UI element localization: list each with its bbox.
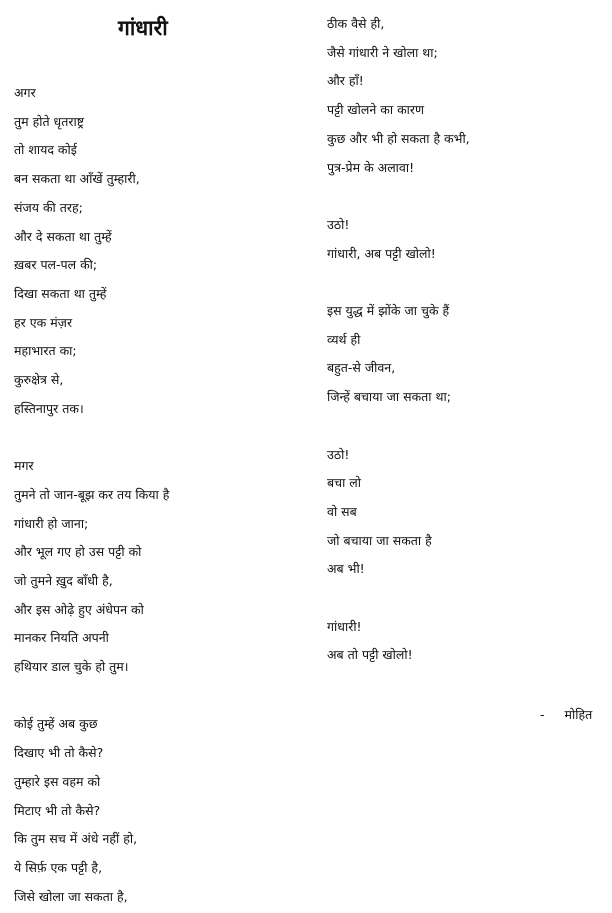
poem-line: गांधारी हो जाना; bbox=[14, 515, 89, 531]
poem-line: अब भी! bbox=[327, 561, 365, 577]
poem-line: इस युद्ध में झोंके जा चुके हैं bbox=[327, 303, 450, 318]
poem-line: बहुत-से जीवन, bbox=[327, 360, 396, 376]
poem-line: महाभारत का; bbox=[14, 343, 77, 359]
poem-line: वो सब bbox=[327, 503, 357, 519]
poem-line: बन सकता था आँखें तुम्हारी, bbox=[14, 171, 140, 187]
poem-line: हर एक मंज़र bbox=[14, 314, 73, 330]
poem-line: और भूल गए हो उस पट्टी को bbox=[14, 544, 142, 560]
poem-line: हथियार डाल चुके हो तुम। bbox=[14, 659, 129, 674]
poem-line: ख़बर पल-पल की; bbox=[14, 257, 98, 273]
poem-line: व्यर्थ ही bbox=[327, 331, 361, 347]
poem-line: कोई तुम्हें अब कुछ bbox=[14, 716, 98, 732]
poem-line: संजय की तरह; bbox=[14, 199, 83, 215]
poem-line: मगर bbox=[14, 458, 34, 474]
poem-line: जो तुमने ख़ुद बाँधी है, bbox=[14, 572, 113, 588]
poem-line: कि तुम सच में अंधे नहीं हो, bbox=[14, 831, 138, 847]
poem-line: मानकर नियति अपनी bbox=[14, 630, 109, 646]
poem-line: ये सिर्फ़ एक पट्टी है, bbox=[14, 859, 103, 875]
poem-line: पुत्र-प्रेम के अलावा! bbox=[327, 159, 415, 175]
poem-line: उठो! bbox=[327, 446, 350, 462]
poem-line: अब तो पट्टी खोलो! bbox=[327, 647, 413, 663]
poem-line: गांधारी, अब पट्टी खोलो! bbox=[327, 245, 436, 261]
poem-line: दिखा सकता था तुम्हें bbox=[14, 285, 107, 301]
poem-line: जिन्हें बचाया जा सकता था; bbox=[327, 389, 451, 405]
author-name: मोहित bbox=[564, 707, 593, 722]
poem-line: उठो! bbox=[327, 216, 350, 232]
poem-line: अगर bbox=[14, 85, 36, 100]
signature bbox=[540, 706, 592, 723]
poem-line: जो बचाया जा सकता है bbox=[327, 532, 432, 548]
poem-line: ठीक वैसे ही, bbox=[327, 16, 385, 31]
poem-line: दिखाए भी तो कैसे? bbox=[14, 745, 104, 761]
poem-line: तुम्हारे इस वहम को bbox=[14, 773, 101, 789]
poem-line: बचा लो bbox=[327, 475, 361, 491]
poem-line: पट्टी खोलने का कारण bbox=[327, 102, 425, 118]
poem-line: जैसे गांधारी ने खोला था; bbox=[327, 44, 438, 60]
poem-line: तुम होते धृतराष्ट्र bbox=[14, 113, 85, 129]
poem-line: जिसे खोला जा सकता है, bbox=[14, 888, 128, 904]
poem-line: और दे सकता था तुम्हें bbox=[14, 228, 112, 244]
poem-line: हस्तिनापुर तक। bbox=[14, 400, 84, 416]
poem-line: मिटाए भी तो कैसे? bbox=[14, 802, 101, 818]
signature-dash: - bbox=[540, 707, 545, 722]
poem-line: तुमने तो जान-बूझ कर तय किया है bbox=[14, 486, 170, 502]
poem-line: और हाँ! bbox=[327, 73, 364, 89]
poem-line: कुछ और भी हो सकता है कभी, bbox=[327, 130, 470, 146]
poem-line: गांधारी! bbox=[327, 618, 362, 634]
poem-title: गांधारी bbox=[118, 15, 168, 40]
poem-line: तो शायद कोई bbox=[14, 142, 77, 158]
poem-line: और इस ओढ़े हुए अंधेपन को bbox=[14, 601, 144, 617]
poem-line: कुरुक्षेत्र से, bbox=[14, 372, 64, 387]
